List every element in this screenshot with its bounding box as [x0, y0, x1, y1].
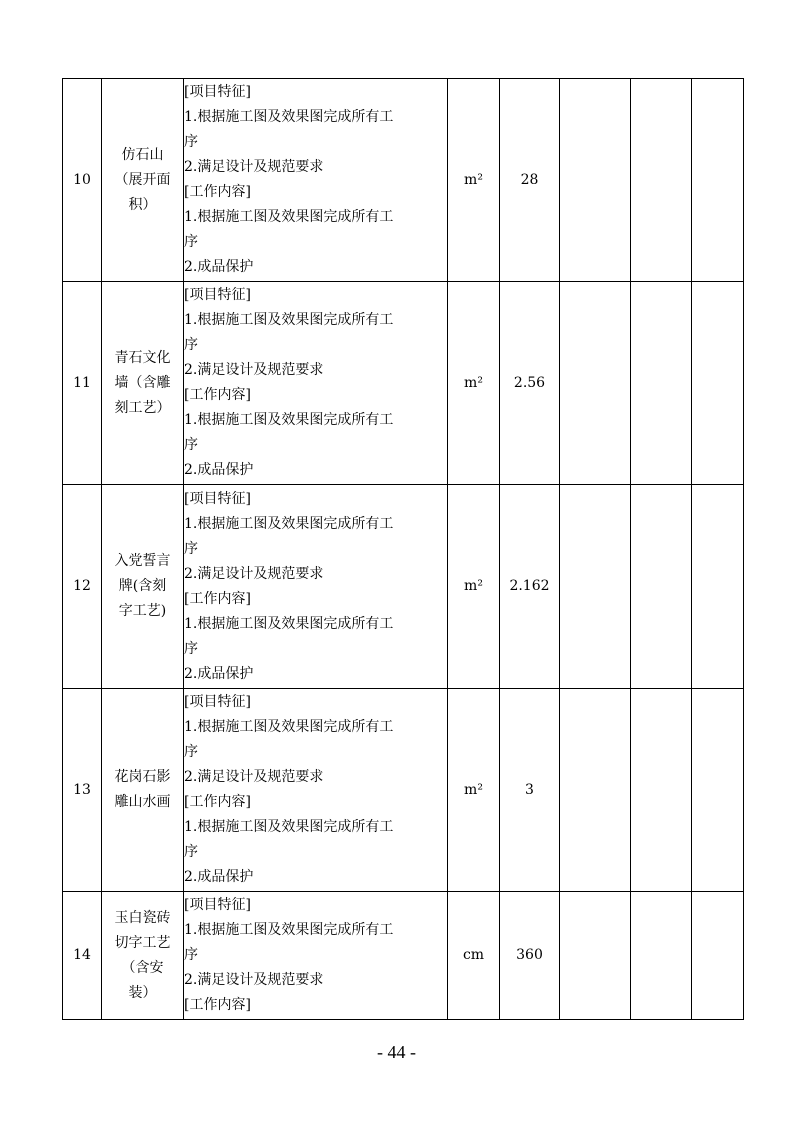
unit-price-cell	[560, 282, 631, 485]
item-name-line: 牌(含刻	[118, 578, 167, 594]
unit-cell: cm	[448, 892, 500, 1020]
unit-price-cell	[560, 79, 631, 282]
item-name-line: （含安	[121, 959, 164, 976]
item-description-line: 序	[184, 640, 198, 657]
unit-cell: m²	[448, 485, 500, 689]
remarks-cell	[692, 485, 744, 689]
item-description-line: 2.满足设计及规范要求	[184, 565, 324, 582]
table-row	[63, 79, 744, 282]
unit-cell: m²	[448, 282, 500, 485]
item-description-line: 2.满足设计及规范要求	[184, 769, 324, 785]
quantity-cell: 2.162	[500, 485, 560, 689]
item-description-line: 1.根据施工图及效果图完成所有工	[184, 819, 394, 835]
item-description-line: 序	[184, 437, 198, 453]
item-number-cell: 13	[63, 689, 102, 892]
item-description-line: [项目特征]	[184, 897, 251, 913]
unit-price-cell	[560, 485, 631, 689]
item-description-line: [工作内容]	[184, 590, 251, 607]
table-row	[63, 282, 744, 485]
item-description-line: [项目特征]	[184, 84, 251, 100]
quantity-cell: 360	[500, 892, 560, 1020]
item-name-line: 刻工艺）	[114, 399, 171, 416]
quantity-cell: 3	[500, 689, 560, 892]
table-row	[63, 892, 744, 1020]
remarks-cell	[692, 282, 744, 485]
item-description-cell	[184, 79, 448, 282]
item-description-line: 2.成品保护	[184, 259, 254, 275]
item-name-cell	[102, 79, 184, 282]
item-description-line: [工作内容]	[184, 997, 251, 1013]
item-description-line: 序	[184, 337, 198, 353]
item-description-line: 序	[184, 947, 198, 963]
item-description-line: 2.满足设计及规范要求	[184, 159, 324, 175]
page-number: - 44 -	[377, 1042, 416, 1062]
remarks-cell	[692, 79, 744, 282]
item-name-line: 花岗石影	[114, 769, 171, 785]
table-body	[63, 79, 744, 1020]
unit-price-cell	[560, 892, 631, 1020]
item-description-line: [工作内容]	[184, 387, 251, 403]
item-description-cell	[184, 892, 448, 1020]
item-name-cell	[102, 282, 184, 485]
item-description-line: 1.根据施工图及效果图完成所有工	[184, 719, 394, 735]
item-description-line: [项目特征]	[184, 490, 251, 507]
item-description-line: 1.根据施工图及效果图完成所有工	[184, 312, 394, 328]
item-description-line: [工作内容]	[184, 184, 251, 200]
unit-price-cell	[560, 689, 631, 892]
item-description-line: 序	[184, 134, 198, 150]
item-name-line: 青石文化	[114, 349, 171, 366]
item-name-line: 墙（含雕	[114, 374, 171, 391]
remarks-cell	[692, 689, 744, 892]
item-description-line: 1.根据施工图及效果图完成所有工	[184, 922, 394, 938]
quantity-cell: 28	[500, 79, 560, 282]
item-name-line: 雕山水画	[114, 794, 171, 810]
item-name-cell	[102, 689, 184, 892]
item-description-line: 1.根据施工图及效果图完成所有工	[184, 412, 394, 428]
item-description-line: 序	[184, 844, 198, 860]
item-name-line: 字工艺)	[118, 603, 167, 619]
item-number-cell: 14	[63, 892, 102, 1020]
item-description-line: 2.满足设计及规范要求	[184, 972, 324, 988]
item-description-line: [项目特征]	[184, 694, 251, 710]
item-description-cell	[184, 485, 448, 689]
table-row	[63, 485, 744, 689]
amount-cell	[631, 892, 692, 1020]
item-name-line: （展开面	[114, 171, 171, 188]
amount-cell	[631, 485, 692, 689]
item-description-line: 序	[184, 540, 198, 557]
item-name-cell	[102, 892, 184, 1020]
unit-cell: m²	[448, 689, 500, 892]
item-description-line: 2.满足设计及规范要求	[184, 362, 324, 378]
item-name-line: 仿石山	[121, 146, 164, 163]
item-description-cell	[184, 689, 448, 892]
item-description-cell	[184, 282, 448, 485]
amount-cell	[631, 689, 692, 892]
item-name-cell	[102, 485, 184, 689]
item-description-line: 2.成品保护	[184, 665, 254, 682]
item-number-cell: 11	[63, 282, 102, 485]
item-description-line: 1.根据施工图及效果图完成所有工	[184, 209, 394, 225]
quantity-cell: 2.56	[500, 282, 560, 485]
item-name-line: 积）	[128, 196, 157, 213]
item-number-cell: 10	[63, 79, 102, 282]
item-name-line: 玉白瓷砖	[114, 909, 171, 926]
table-row	[63, 689, 744, 892]
amount-cell	[631, 282, 692, 485]
item-description-line: [项目特征]	[184, 287, 251, 303]
item-description-line: 序	[184, 744, 198, 760]
item-description-line: 2.成品保护	[184, 869, 254, 885]
item-description-line: 1.根据施工图及效果图完成所有工	[184, 109, 394, 125]
bill-of-quantities-table	[62, 78, 744, 1020]
item-description-line: [工作内容]	[184, 794, 251, 810]
item-name-line: 入党誓言	[114, 553, 171, 569]
unit-cell: m²	[448, 79, 500, 282]
amount-cell	[631, 79, 692, 282]
item-description-line: 1.根据施工图及效果图完成所有工	[184, 515, 394, 532]
item-name-line: 装）	[128, 984, 157, 1001]
remarks-cell	[692, 892, 744, 1020]
item-name-line: 切字工艺	[114, 934, 171, 951]
item-number-cell: 12	[63, 485, 102, 689]
item-description-line: 序	[184, 234, 198, 250]
item-description-line: 2.成品保护	[184, 462, 254, 478]
item-description-line: 1.根据施工图及效果图完成所有工	[184, 615, 394, 632]
